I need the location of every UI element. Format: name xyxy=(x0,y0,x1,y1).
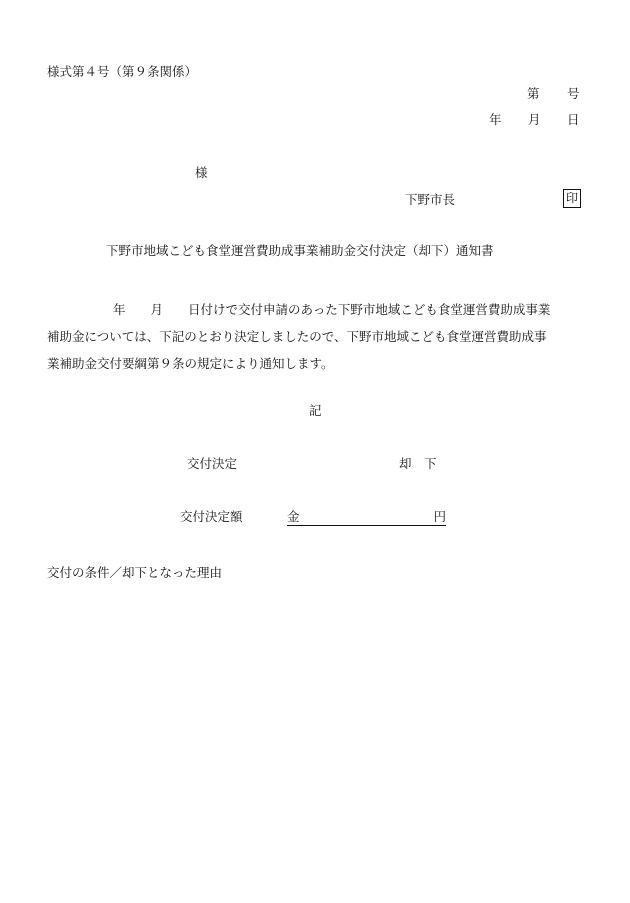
recipient-honorific: 様 xyxy=(195,165,208,180)
body-line-1 xyxy=(47,296,583,323)
date-year: 年 xyxy=(489,112,502,127)
amount-prefix: 金 xyxy=(287,509,300,524)
decision-label: 交付決定 xyxy=(187,456,238,471)
body-line-1-text: 日付けで交付申請のあった下野市地域こども食堂運営費助成事業 xyxy=(188,302,551,317)
date-day: 日 xyxy=(567,112,580,127)
body-line-2: 補助金については、下記のとおり決定しましたので、下野市地域こども食堂運営費助成事 xyxy=(47,329,547,344)
issuer-name: 下野市長 xyxy=(405,192,456,207)
conditions-label: 交付の条件／却下となった理由 xyxy=(47,565,223,580)
amount-label: 交付決定額 xyxy=(180,509,243,524)
amount-field xyxy=(287,509,446,526)
seal-box: 印 xyxy=(563,189,581,208)
document-number-suffix: 号 xyxy=(567,86,580,101)
body-year: 年 xyxy=(113,302,126,317)
document-title: 下野市地域こども食堂運営費助成事業補助金交付決定（却下）通知書 xyxy=(106,243,494,258)
document-number-prefix: 第 xyxy=(527,86,540,101)
ki-heading: 記 xyxy=(309,403,322,418)
form-number: 様式第４号（第９条関係） xyxy=(47,64,198,79)
notice-body xyxy=(47,296,583,377)
amount-unit: 円 xyxy=(433,509,446,524)
body-month: 月 xyxy=(150,302,164,317)
date-month: 月 xyxy=(528,112,541,127)
decision-alternative: 却 下 xyxy=(399,456,437,471)
body-line-3: 業補助金交付要綱第９条の規定により通知します。 xyxy=(47,356,334,371)
